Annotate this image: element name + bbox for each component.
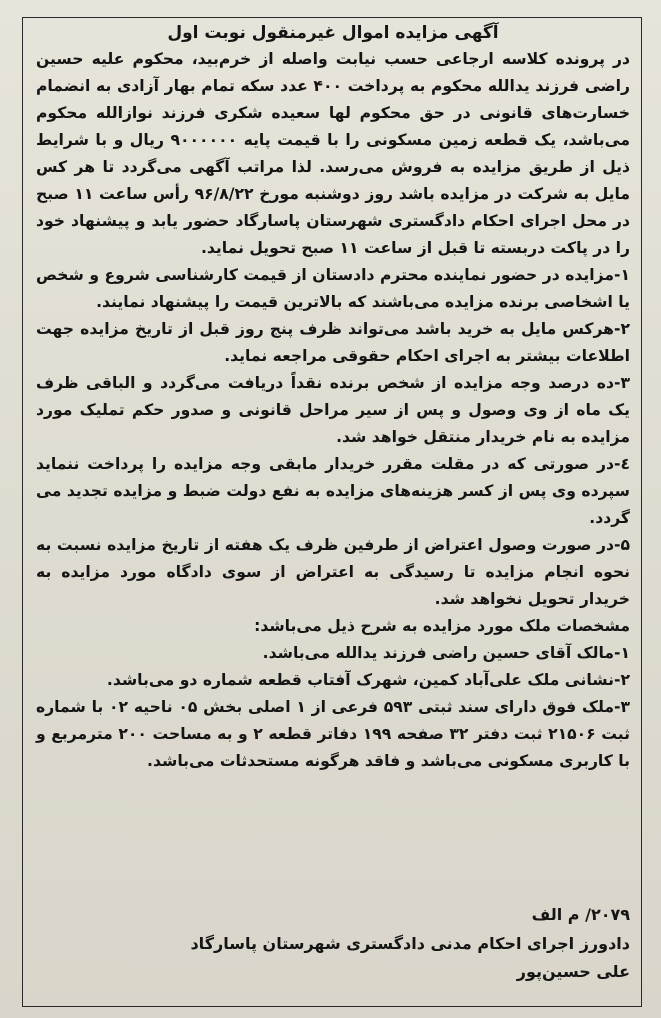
spec-3: ۳-ملک فوق دارای سند ثبتی ۵۹۳ فرعی از ۱ اصلی بخش ۰۵ ناحیه ۰۲ با شماره ثبت ۲۱۵۰۶ ثبت دفتر ۳۲ صفحه ۱۹۹ دفاتر قطعه ۲ و به مساحت ۲۰۰ مترمربع و با کاربری مسکونی می‌باشد و فاقد هرگونه مستحدثات می‌باشد. bbox=[36, 698, 630, 770]
notice-content bbox=[36, 20, 630, 775]
reference-number: ۲۰۷۹/ م الف bbox=[531, 905, 630, 924]
signature-name: علی حسین‌پور bbox=[516, 962, 630, 981]
condition-1: ۱-مزایده در حضور نماینده محترم دادستان از قیمت کارشناسی شروع و شخص یا اشخاصی برنده مزایده می‌باشند که بالاترین قیمت را پیشنهاد نمایند. bbox=[36, 266, 630, 311]
condition-4: ٤-در صورتی که در مقلت مقرر خریدار مابقی وجه مزایده را پرداخت ننماید سپرده وی پس از کسر هزینه‌های مزایده به نفع دولت ضبط و مزایده تجدید می گردد. bbox=[36, 455, 630, 527]
spec-heading: مشخصات ملک مورد مزایده به شرح ذیل می‌باشد: bbox=[254, 617, 630, 635]
intro-paragraph: در پرونده کلاسه ارجاعی حسب نیابت واصله از خرم‌بید، محکوم علیه حسین راضی فرزند یدالله محکوم به پرداخت ۴۰۰ عدد سکه تمام بهار آزادی به انضمام خسارت‌های قانونی در حق محکوم لها سعیده شکری فرزند نوازالله محکوم می‌باشد، یک قطعه زمین مسکونی را با قیمت پایه ۹۰۰۰۰۰۰ ریال و با شرایط ذیل از طریق مزایده به فروش می‌رسد. لذا مراتب آگهی می‌گردد تا هر کس مایل به شرکت در مزایده باشد روز دوشنبه مورخ ۹۶/۸/۲۲ رأس ساعت ۱۱ صبح در محل اجرای احکام دادگستری شهرستان پاسارگاد حضور یابد و پیشنهاد خود را در پاکت دربسته تا قبل از ساعت ۱۱ صبح تحویل نماید. bbox=[36, 50, 630, 257]
condition-2: ۲-هرکس مایل به خرید باشد می‌تواند ظرف پنج روز قبل از تاریخ مزایده جهت اطلاعات بیشتر به اجرای احکام حقوقی مراجعه نماید. bbox=[36, 320, 630, 365]
condition-3: ۳-ده درصد وجه مزایده از شخص برنده نقداً دریافت می‌گردد و الباقی ظرف یک ماه از وی وصول و پس از سیر مراحل قانونی و صدور حکم تملیک مورد مزایده به نام خریدار منتقل خواهد شد. bbox=[36, 374, 630, 446]
spec-2: ۲-نشانی ملک علی‌آباد کمین، شهرک آفتاب قطعه شماره دو می‌باشد. bbox=[106, 671, 630, 689]
spec-1: ۱-مالک آقای حسین راضی فرزند یدالله می‌باشد. bbox=[262, 644, 630, 662]
signature-title: دادورز اجرای احکام مدنی دادگستری شهرستان پاسارگاد bbox=[190, 934, 630, 953]
notice-title: آگهی مزایده اموال غیرمنقول نوبت اول bbox=[167, 23, 499, 43]
condition-5: ۵-در صورت وصول اعتراض از طرفین ظرف یک هفته از تاریخ مزایده نسبت به نحوه انجام مزایده تا رسیدگی به اعتراض از سوی دادگاه مورد مزایده به خریدار تحویل نخواهد شد. bbox=[36, 536, 630, 608]
